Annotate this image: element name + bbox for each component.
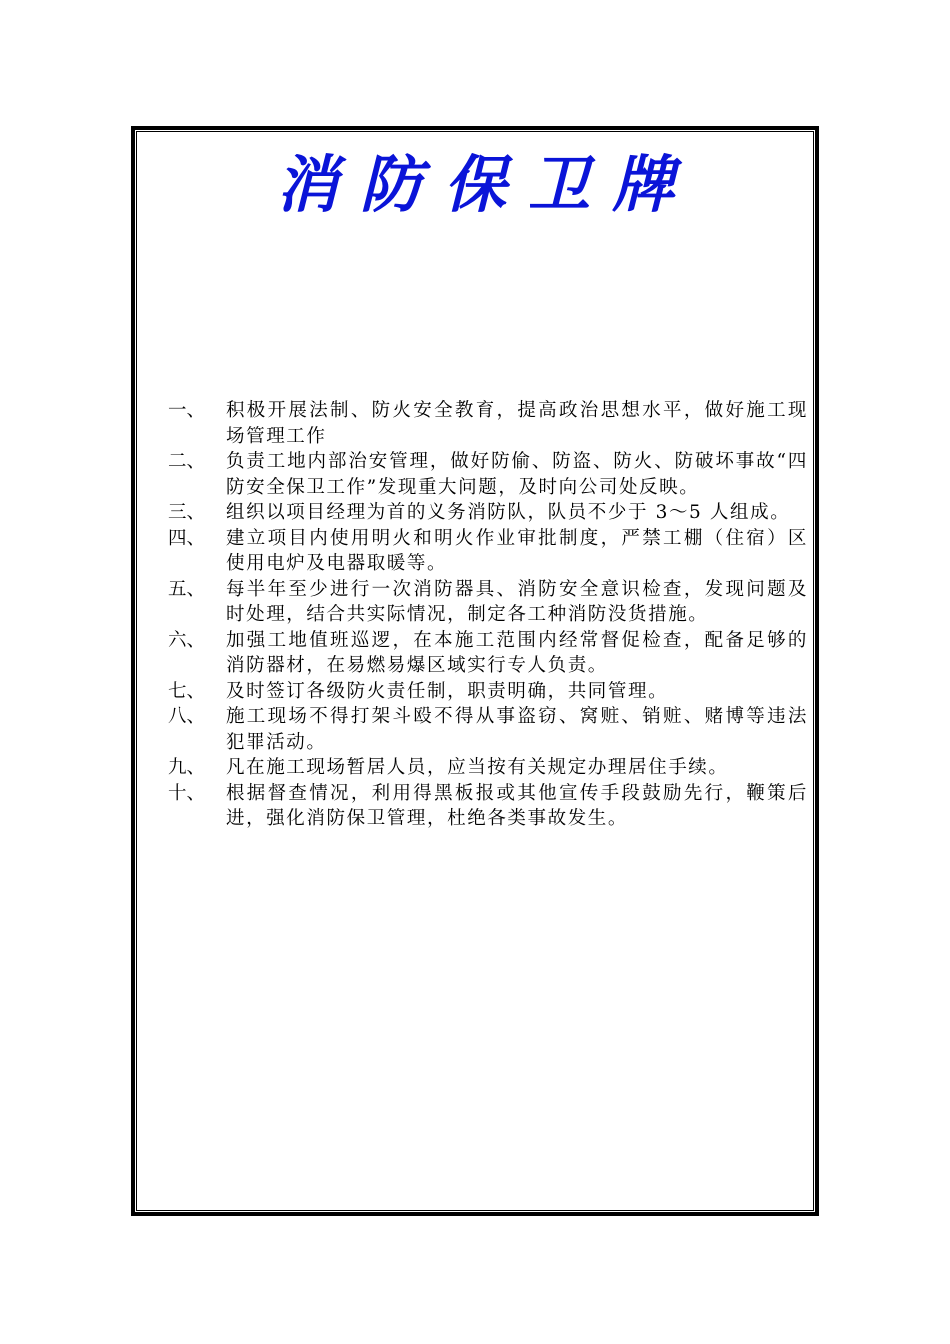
page-title: 消防保卫牌 bbox=[275, 148, 696, 221]
item-number: 七、 bbox=[168, 680, 206, 702]
item-text: 组织以项目经理为首的义务消防队，队员不少于 3～5 人组成。 bbox=[226, 502, 791, 523]
item-text: 加强工地值班巡逻，在本施工范围内经常督促检查，配备足够的消防器材，在易燃易爆区域实行专人负责。 bbox=[226, 629, 808, 676]
item-number: 十、 bbox=[168, 782, 206, 804]
item-text: 根据督查情况，利用得黑板报或其他宣传手段鼓励先行，鞭策后进，强化消防保卫管理，杜绝各类事故发生。 bbox=[226, 782, 808, 829]
item-text: 积极开展法制、防火安全教育，提高政治思想水平，做好施工现场管理工作 bbox=[226, 400, 808, 447]
list-item bbox=[168, 449, 808, 500]
list-item bbox=[168, 577, 808, 628]
list-item bbox=[168, 679, 808, 705]
item-text: 建立项目内使用明火和明火作业审批制度，严禁工棚（住宿）区使用电炉及电器取暖等。 bbox=[226, 527, 808, 574]
item-number: 九、 bbox=[168, 757, 206, 778]
item-number: 二、 bbox=[168, 451, 206, 472]
item-number: 一、 bbox=[168, 400, 206, 421]
item-number: 四、 bbox=[168, 527, 206, 549]
item-text: 施工现场不得打架斗殴不得从事盗窃、窝赃、销赃、赌博等违法犯罪活动。 bbox=[226, 706, 808, 753]
item-number: 三、 bbox=[168, 502, 206, 523]
list-item bbox=[168, 500, 808, 526]
rules-list bbox=[168, 398, 808, 832]
list-item bbox=[168, 755, 808, 781]
title-container bbox=[138, 140, 812, 230]
list-item bbox=[168, 704, 808, 755]
item-number: 八、 bbox=[168, 706, 206, 727]
list-item bbox=[168, 398, 808, 449]
list-item bbox=[168, 781, 808, 832]
list-item bbox=[168, 526, 808, 577]
item-number: 五、 bbox=[168, 578, 206, 600]
list-item bbox=[168, 628, 808, 679]
item-number: 六、 bbox=[168, 629, 206, 651]
item-text: 凡在施工现场暂居人员，应当按有关规定办理居住手续。 bbox=[226, 757, 729, 778]
item-text: 及时签订各级防火责任制，职责明确，共同管理。 bbox=[226, 680, 669, 702]
item-text: 负责工地内部治安管理，做好防偷、防盗、防火、防破坏事故“四防安全保卫工作”发现重大问题，及时向公司处反映。 bbox=[226, 451, 808, 498]
item-text: 每半年至少进行一次消防器具、消防安全意识检查，发现问题及时处理，结合共实际情况，制定各工种消防没货措施。 bbox=[226, 578, 808, 625]
